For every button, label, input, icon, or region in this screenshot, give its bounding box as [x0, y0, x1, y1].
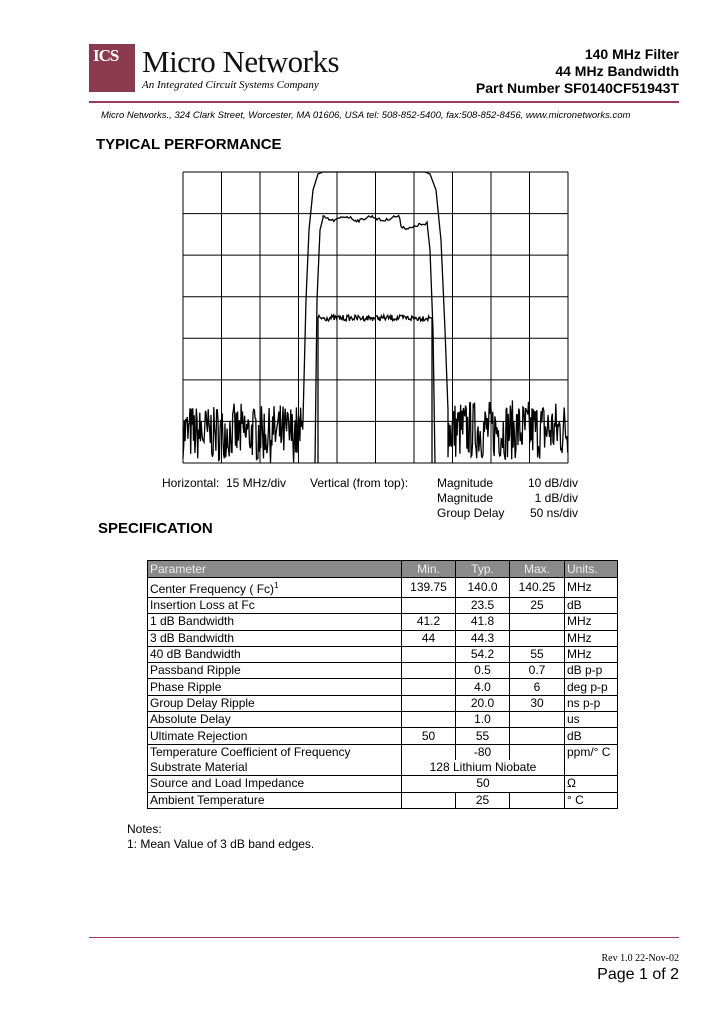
- footer-rule: [89, 937, 679, 938]
- table-cell: 30: [510, 695, 565, 711]
- table-cell: MHz: [565, 614, 618, 630]
- table-cell: 128 Lithium Niobate: [402, 760, 565, 776]
- table-cell: 4.0: [456, 679, 510, 695]
- table-cell: ° C: [565, 792, 618, 808]
- table-cell: MHz: [565, 630, 618, 646]
- table-row: [148, 776, 618, 792]
- table-cell: 40 dB Bandwidth: [148, 646, 402, 662]
- revision: Rev 1.0 22-Nov-02: [601, 953, 679, 964]
- table-cell: us: [565, 712, 618, 728]
- table-cell: 44: [402, 630, 456, 646]
- company-tagline: An Integrated Circuit Systems Company: [142, 79, 319, 91]
- table-cell: [510, 744, 565, 760]
- table-cell: [402, 663, 456, 679]
- table-cell: 41.8: [456, 614, 510, 630]
- table-cell: 55: [510, 646, 565, 662]
- table-cell: [402, 744, 456, 760]
- table-cell: [402, 598, 456, 614]
- table-cell: Ultimate Rejection: [148, 728, 402, 744]
- table-cell: 20.0: [456, 695, 510, 711]
- table-cell: Ambient Temperature: [148, 792, 402, 808]
- title-line: 140 MHz Filter: [584, 46, 679, 62]
- table-cell: [402, 712, 456, 728]
- table-cell: Phase Ripple: [148, 679, 402, 695]
- table-cell: 25: [510, 598, 565, 614]
- table-cell: 0.7: [510, 663, 565, 679]
- table-cell: [402, 695, 456, 711]
- part-number: Part Number SF0140CF51943T: [475, 80, 679, 96]
- table-row: [148, 712, 618, 728]
- col-units: Units.: [565, 561, 618, 578]
- table-cell: 140.0: [456, 578, 510, 598]
- company-name: Micro Networks: [142, 44, 340, 79]
- col-max: Max.: [510, 561, 565, 578]
- table-cell: 139.75: [402, 578, 456, 598]
- table-cell: dB p-p: [565, 663, 618, 679]
- specification-heading: SPECIFICATION: [98, 520, 213, 537]
- table-row: [148, 760, 618, 776]
- table-cell: [510, 728, 565, 744]
- trace-name: Magnitude: [437, 491, 494, 505]
- ics-logo: ICS: [89, 44, 135, 92]
- table-cell: MHz: [565, 646, 618, 662]
- horizontal-value: 15 MHz/div: [226, 476, 287, 490]
- table-cell: [402, 646, 456, 662]
- table-row: [148, 792, 618, 808]
- table-cell: 50: [402, 776, 565, 792]
- table-cell: dB: [565, 728, 618, 744]
- table-cell: 140.25: [510, 578, 565, 598]
- table-cell: 3 dB Bandwidth: [148, 630, 402, 646]
- table-header: [148, 561, 618, 578]
- table-cell: Group Delay Ripple: [148, 695, 402, 711]
- trace-name: Magnitude: [437, 476, 494, 490]
- table-row: [148, 646, 618, 662]
- table-cell: 1 dB Bandwidth: [148, 614, 402, 630]
- trace-scale: 50 ns/div: [529, 506, 578, 520]
- table-cell: [510, 614, 565, 630]
- table-cell: 44.3: [456, 630, 510, 646]
- footnote-mark: 1: [274, 581, 279, 590]
- vertical-label: Vertical (from top):: [310, 476, 409, 490]
- title-line: 44 MHz Bandwidth: [555, 63, 679, 79]
- trace-scale: 10 dB/div: [527, 476, 578, 490]
- table-cell: [510, 630, 565, 646]
- performance-plot: [0, 0, 720, 480]
- address-line: Micro Networks., 324 Clark Street, Worcester, MA 01606, USA tel: 508-852-5400, fax:508-852-8456, www.micronetworks.com: [101, 110, 631, 121]
- table-cell: [510, 792, 565, 808]
- trace-name: Group Delay: [437, 506, 505, 520]
- table-cell: Ω: [565, 776, 618, 792]
- table-cell: deg p-p: [565, 679, 618, 695]
- table-cell: dB: [565, 598, 618, 614]
- table-cell: Substrate Material: [148, 760, 402, 776]
- table-cell: Passband Ripple: [148, 663, 402, 679]
- table-cell: Temperature Coefficient of Frequency: [148, 744, 402, 760]
- table-cell: ppm/° C: [565, 744, 618, 760]
- col-typ: Typ.: [456, 561, 510, 578]
- table-cell: 50: [402, 728, 456, 744]
- table-cell: -80: [456, 744, 510, 760]
- page-number: Page 1 of 2: [597, 966, 679, 983]
- table-row: [148, 744, 618, 760]
- table-row: [148, 630, 618, 646]
- table-row: [148, 598, 618, 614]
- table-row: [148, 728, 618, 744]
- table-cell: [510, 712, 565, 728]
- table-cell: [402, 679, 456, 695]
- table-cell: 55: [456, 728, 510, 744]
- table-cell: 1.0: [456, 712, 510, 728]
- table-cell: ns p-p: [565, 695, 618, 711]
- notes-heading: Notes:: [127, 822, 162, 836]
- table-cell: Insertion Loss at Fc: [148, 598, 402, 614]
- table-cell: 23.5: [456, 598, 510, 614]
- table-cell: [402, 792, 456, 808]
- note-item: 1: Mean Value of 3 dB band edges.: [127, 837, 315, 851]
- table-row: [148, 695, 618, 711]
- typical-performance-heading: TYPICAL PERFORMANCE: [96, 136, 282, 153]
- table-cell: Center Frequency ( Fc)$^1$: [148, 578, 402, 598]
- trace-scale: 1 dB/div: [534, 491, 578, 505]
- specification-table: [147, 560, 618, 809]
- table-cell: 6: [510, 679, 565, 695]
- table-cell: MHz: [565, 578, 618, 598]
- table-cell: 41.2: [402, 614, 456, 630]
- table-cell: Absolute Delay: [148, 712, 402, 728]
- table-cell: 0.5: [456, 663, 510, 679]
- table-cell: Source and Load Impedance: [148, 776, 402, 792]
- table-row: [148, 578, 618, 598]
- col-min: Min.: [402, 561, 456, 578]
- horizontal-label: Horizontal:: [162, 476, 220, 490]
- table-row: [148, 614, 618, 630]
- table-cell: 54.2: [456, 646, 510, 662]
- table-cell: [565, 760, 618, 776]
- col-parameter: Parameter: [148, 561, 402, 578]
- table-row: [148, 679, 618, 695]
- table-row: [148, 663, 618, 679]
- table-cell: 25: [456, 792, 510, 808]
